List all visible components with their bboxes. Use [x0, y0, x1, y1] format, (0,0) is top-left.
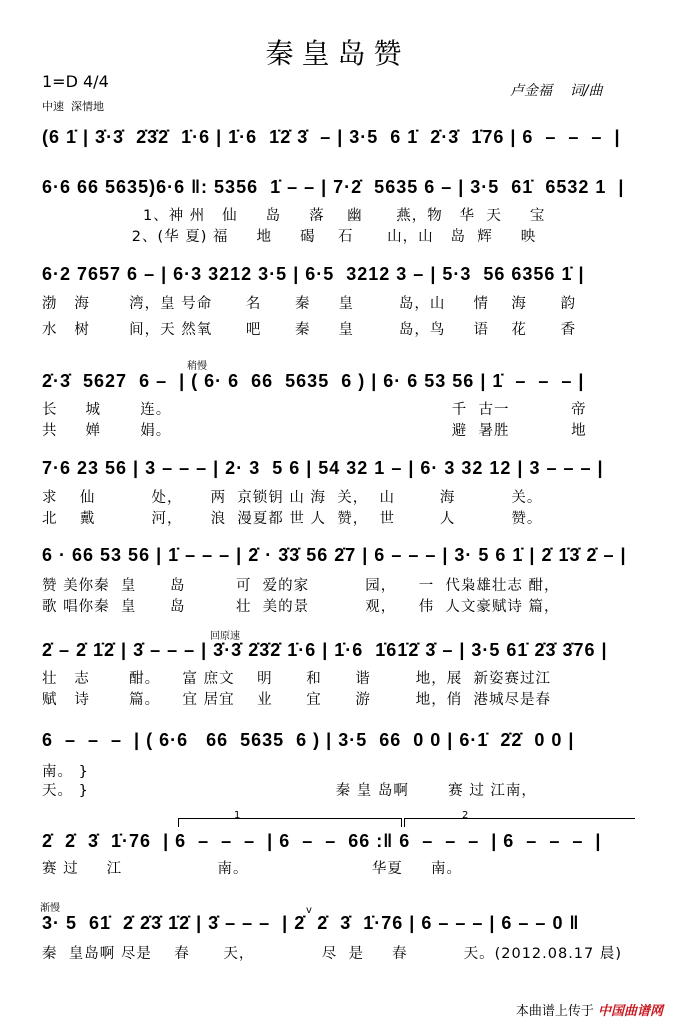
volta-1-bracket [178, 818, 402, 827]
tempo-marking: 中速 深情地 [42, 100, 104, 113]
site-logo[interactable]: 中国曲谱网 [597, 1004, 663, 1019]
author-credit: 卢金福 词/曲 [510, 83, 603, 99]
gradually-slow-mark: 渐慢 [40, 903, 60, 914]
a-tempo-mark: 回原速 [210, 631, 240, 642]
score-system-9: 2̇ 2̇ 3̇ 1̇·76 | 6 – – – | 6 – – 66 :‖ 6 – – – | 6 – – – | [42, 831, 602, 851]
lyric-line: 北 戴 河， 浪 漫夏都 世 人 赞， 世 人 赞。 [42, 511, 543, 527]
footer-text: 本曲谱上传于 [515, 1004, 594, 1019]
volta-1: 1 [234, 810, 241, 821]
footer-credit [516, 1000, 663, 1019]
page-title: 秦皇岛赞 [265, 37, 410, 70]
lyric-line: 赋 诗 篇。 宜 居宜 业 宜 游 地，俏 港城尽是春 [42, 692, 551, 708]
lyric-line: 赛 过 江 南。 华夏 南。 [42, 861, 462, 877]
lyric-line: 壮 志 酣。 富 庶文 明 和 谐 地，展 新姿赛过江 [42, 671, 551, 687]
lyric-line: 2、(华 夏) 福 地 碣 石 山，山 岛 辉 映 [42, 229, 537, 245]
lyric-line: 1、神 州 仙 岛 落 幽 燕，物 华 天 宝 [42, 208, 546, 224]
lyric-line: 秦 皇岛啊 尽是 春 天， 尽 是 春 天。(2012.08.17 晨) [42, 946, 623, 962]
lyric-line: 长 城 连。 千 古一 帝 [42, 402, 587, 418]
breath-mark: v [306, 905, 312, 916]
score-system-7: 2̇ – 2̇ 1̇2̇ | 3̇ – – – | 3̇·3̇ 2̇3̇2̇ 1̇·6 | 1̇·6 1̇61̇2̇ 3̇ – | 3·5 61̇ 2̇3̇ 3̇76 | [42, 640, 608, 660]
score-system-3: 6·2 7657 6 – | 6·3 3212 3·5 | 6·5 3212 3 – | 5·3 56 6356 1̇ | [42, 264, 585, 284]
score-system-2: 6·6 66 5635)6·6 ‖: 5356 1̇ – – | 7·2̇ 5635 6 – | 3·5 61̇ 6532 1 | [42, 177, 625, 197]
lyric-line: 水 树 间，天 然氧 吧 秦 皇 岛，鸟 语 花 香 [42, 322, 577, 338]
lyric-line: 共 婵 娟。 避 暑胜 地 [42, 423, 587, 439]
lyric-line: 赞 美你秦 皇 岛 可 爱的家 园， 一 代枭雄壮志 酣， [42, 578, 560, 594]
score-system-5: 7·6 23 56 | 3 – – – | 2· 3 5 6 | 54 32 1 – | 6· 3 32 12 | 3 – – – | [42, 458, 604, 478]
key-label: 1=D [42, 72, 78, 91]
lyric-line: 渤 海 湾，皇 号命 名 秦 皇 岛，山 情 海 韵 [42, 296, 577, 312]
score-system-1: (6 1̇ | 3̇·3̇ 2̇3̇2̇ 1̇·6 | 1̇·6 1̇2̇ 3̇ – | 3·5 6 1̇ 2̇·3̇ 1̇76 | 6 – – – | [42, 127, 621, 147]
score-system-8: 6 – – – | ( 6·6 66 5635 6 ) | 3·5 66 0 0 | 6·1̇ 2̇2̇ 0 0 | [42, 730, 575, 750]
lyric-line: 求 仙 处， 两 京锁钥 山 海 关， 山 海 关。 [42, 490, 543, 506]
lyric-line: 南。 } [42, 764, 89, 780]
volta-2: 2 [462, 810, 469, 821]
score-system-6: 6 · 66 53 56 | 1̇ – – – | 2̇ · 3̇3̇ 56 2̇7 | 6 – – – | 3· 5 6 1̇ | 2̇ 1̇3̇ 2̇ – | [42, 545, 627, 565]
lyric-line: 天。 } 秦 皇 岛啊 赛 过 江南， [42, 783, 537, 799]
score-system-10: 3· 5 61̇ 2̇ 2̇3̇ 1̇2̇ | 3̇ – – – | 2̇ 2̇ 3̇ 1̇·76 | 6 – – – | 6 – – 0 ‖ [42, 913, 580, 933]
key-signature [42, 72, 109, 91]
time-signature: 4/4 [83, 72, 109, 91]
volta-2-bracket [404, 818, 635, 827]
score-system-4: 2̇·3̇ 5627 6 – | ( 6· 6 66 5635 6 ) | 6· 6 53 56 | 1̇ – – – | [42, 371, 585, 391]
lyric-line: 歌 唱你秦 皇 岛 壮 美的景 观， 伟 人文豪赋诗 篇， [42, 599, 560, 615]
slightly-slow-mark: 稍慢 [187, 361, 207, 372]
